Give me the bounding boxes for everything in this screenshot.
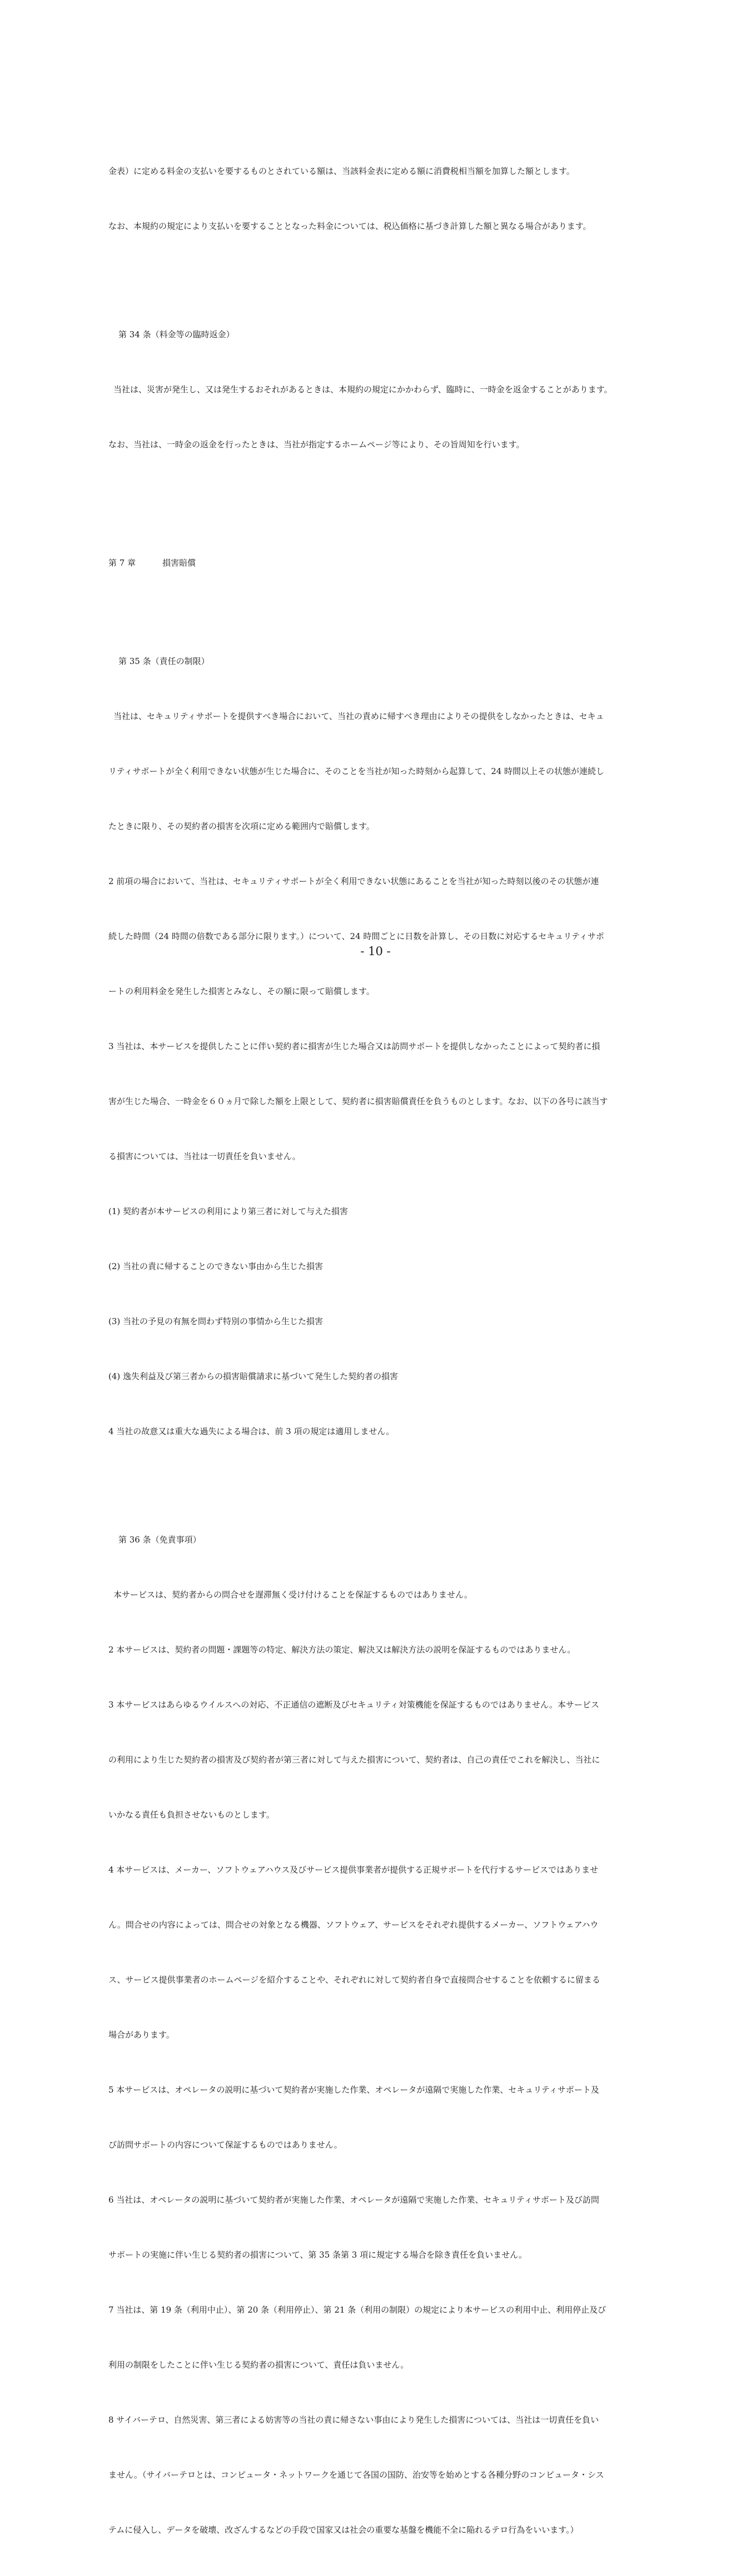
body-text	[108, 126, 645, 2576]
article-34-line: 当社は、災害が発生し、又は発生するおそれがあるときは、本規約の規定にかかわらず、臨時に、一時金を返金することがあります。	[113, 385, 613, 395]
article-35-line: 3 当社は、本サービスを提供したことに伴い契約者に損害が生じた場合又は訪問サポートを提供しなかったことによって契約者に損	[108, 1041, 600, 1051]
article-35-line: 4 当社の故意又は重大な過失による場合は、前 3 項の規定は適用しません。	[108, 1426, 395, 1436]
article-35-line: 当社は、セキュリティサポートを提供すべき場合において、当社の責めに帰すべき理由によりその提供をしなかったときは、セキュ	[113, 711, 604, 721]
article-36-line: 7 当社は、第 19 条（利用中止）、第 20 条（利用停止）、第 21 条（利用の制限）の規定により本サービスの利用中止、利用停止及び	[108, 2305, 606, 2315]
article-35-line: 害が生じた場合、一時金を６０ヵ月で除した額を上限として、契約者に損害賠償責任を負うものとします。なお、以下の各号に該当す	[108, 1096, 608, 1106]
article-35-line: たときに限り、その契約者の損害を次項に定める範囲内で賠償します。	[108, 821, 375, 831]
article-35	[108, 616, 645, 1477]
article-36-line: ん。問合せの内容によっては、問合せの対象となる機器、ソフトウェア、サービスをそれぞれ提供するメーカー、ソフトウェアハウ	[108, 1920, 599, 1930]
article-36-line: 5 本サービスは、オペレータの説明に基づいて契約者が実施した作業、オペレータが遠隔で実施した作業、セキュリティサポート及	[108, 2085, 599, 2095]
article-34	[108, 289, 645, 491]
article-34-title: 第 34 条（料金等の臨時返金）	[118, 330, 235, 340]
page-number: - 10 -	[360, 945, 391, 958]
article-36	[108, 1494, 645, 2576]
article-36-line: 利用の制限をしたことに伴い生じる契約者の損害について、責任は負いません。	[108, 2360, 409, 2370]
article-35-item: (2) 当社の責に帰することのできない事由から生じた損害	[108, 1261, 324, 1271]
spacer	[108, 609, 645, 616]
intro-line: 金表）に定める料金の支払いを要するものとされている額は、当該料金表に定める額に消費税相当額を加算した額とします。	[108, 166, 575, 176]
chapter-title: 損害賠償	[162, 558, 196, 568]
article-35-line: リティサポートが全く利用できない状態が生じた場合に、そのことを当社が知った時刻から起算して、24 時間以上その状態が連続し	[108, 766, 605, 776]
chapter-heading	[108, 517, 645, 609]
article-35-title: 第 35 条（責任の制限）	[118, 656, 210, 666]
article-36-line: び訪問サポートの内容について保証するものではありません。	[108, 2140, 342, 2150]
article-36-line: 本サービスは、契約者からの問合せを遅滞無く受け付けることを保証するものではありません。	[113, 1590, 473, 1600]
article-36-line: テムに侵入し、データを破壊、改ざんするなどの手段で国家又は社会の重要な基盤を機能不全に陥れるテロ行為をいいます。）	[108, 2525, 579, 2535]
article-36-line: 場合があります。	[108, 2030, 175, 2040]
article-36-line: 2 本サービスは、契約者の問題・課題等の特定、解決方法の策定、解決又は解決方法の説明を保証するものではありません。	[108, 1645, 576, 1655]
article-35-item: (1) 契約者が本サービスの利用により第三者に対して与えた損害	[108, 1206, 349, 1216]
chapter-line	[108, 554, 645, 572]
article-36-line: ス、サービス提供事業者のホームページを紹介することや、それぞれに対して契約者自身で直接問合せすることを依頼するに留まる	[108, 1975, 600, 1985]
article-36-line: 8 サイバーテロ、自然災害、第三者による妨害等の当社の責に帰さない事由により発生した損害については、当社は一切責任を負い	[108, 2415, 599, 2425]
spacer	[108, 491, 645, 517]
article-36-title: 第 36 条（免責事項）	[118, 1535, 201, 1545]
article-34-line: なお、当社は、一時金の返金を行ったときは、当社が指定するホームページ等により、その旨周知を行います。	[108, 440, 525, 450]
chapter-number: 第 7 章	[108, 558, 136, 568]
article-35-item: (4) 逸失利益及び第三者からの損害賠償請求に基づいて発生した契約者の損害	[108, 1371, 399, 1381]
article-36-line: 4 本サービスは、メーカー、ソフトウェアハウス及びサービス提供事業者が提供する正規サポートを代行するサービスではありませ	[108, 1865, 599, 1875]
article-36-line: 6 当社は、オペレータの説明に基づいて契約者が実施した作業、オペレータが遠隔で実施した作業、セキュリティサポート及び訪問	[108, 2195, 599, 2205]
article-36-line: 3 本サービスはあらゆるウイルスへの対応、不正通信の遮断及びセキュリティ対策機能を保証するものではありません。本サービス	[108, 1700, 599, 1710]
article-35-line: る損害については、当社は一切責任を負いません。	[108, 1151, 301, 1161]
article-36-line: いかなる責任も負担させないものとします。	[108, 1810, 275, 1820]
article-35-line: ートの利用料金を発生した損害とみなし、その額に限って賠償します。	[108, 986, 375, 996]
spacer	[108, 1477, 645, 1494]
article-35-line: 続した時間（24 時間の倍数である部分に限ります。）について、24 時間ごとに日数を計算し、その日数に対応するセキュリティサポ	[108, 931, 604, 941]
article-36-line: ません。（サイバーテロとは、コンピュータ・ネットワークを通じて各国の国防、治安等を始めとする各種分野のコンピュータ・シス	[108, 2470, 604, 2480]
intro-line: なお、本規約の規定により支払いを要することとなった料金については、税込価格に基づき計算した額と異なる場合があります。	[108, 221, 591, 231]
article-36-line: の利用により生じた契約者の損害及び契約者が第三者に対して与えた損害について、契約者は、自己の責任でこれを解決し、当社に	[108, 1755, 600, 1765]
intro-paragraph	[108, 126, 645, 272]
article-35-line: 2 前項の場合において、当社は、セキュリティサポートが全く利用できない状態にあることを当社が知った時刻以後のその状態が連	[108, 876, 599, 886]
spacer	[108, 272, 645, 289]
article-36-line: サポートの実施に伴い生じる契約者の損害について、第 35 条第 3 項に規定する場合を除き責任を負いません。	[108, 2250, 528, 2260]
article-35-item: (3) 当社の予見の有無を問わず特別の事情から生じた損害	[108, 1316, 324, 1326]
